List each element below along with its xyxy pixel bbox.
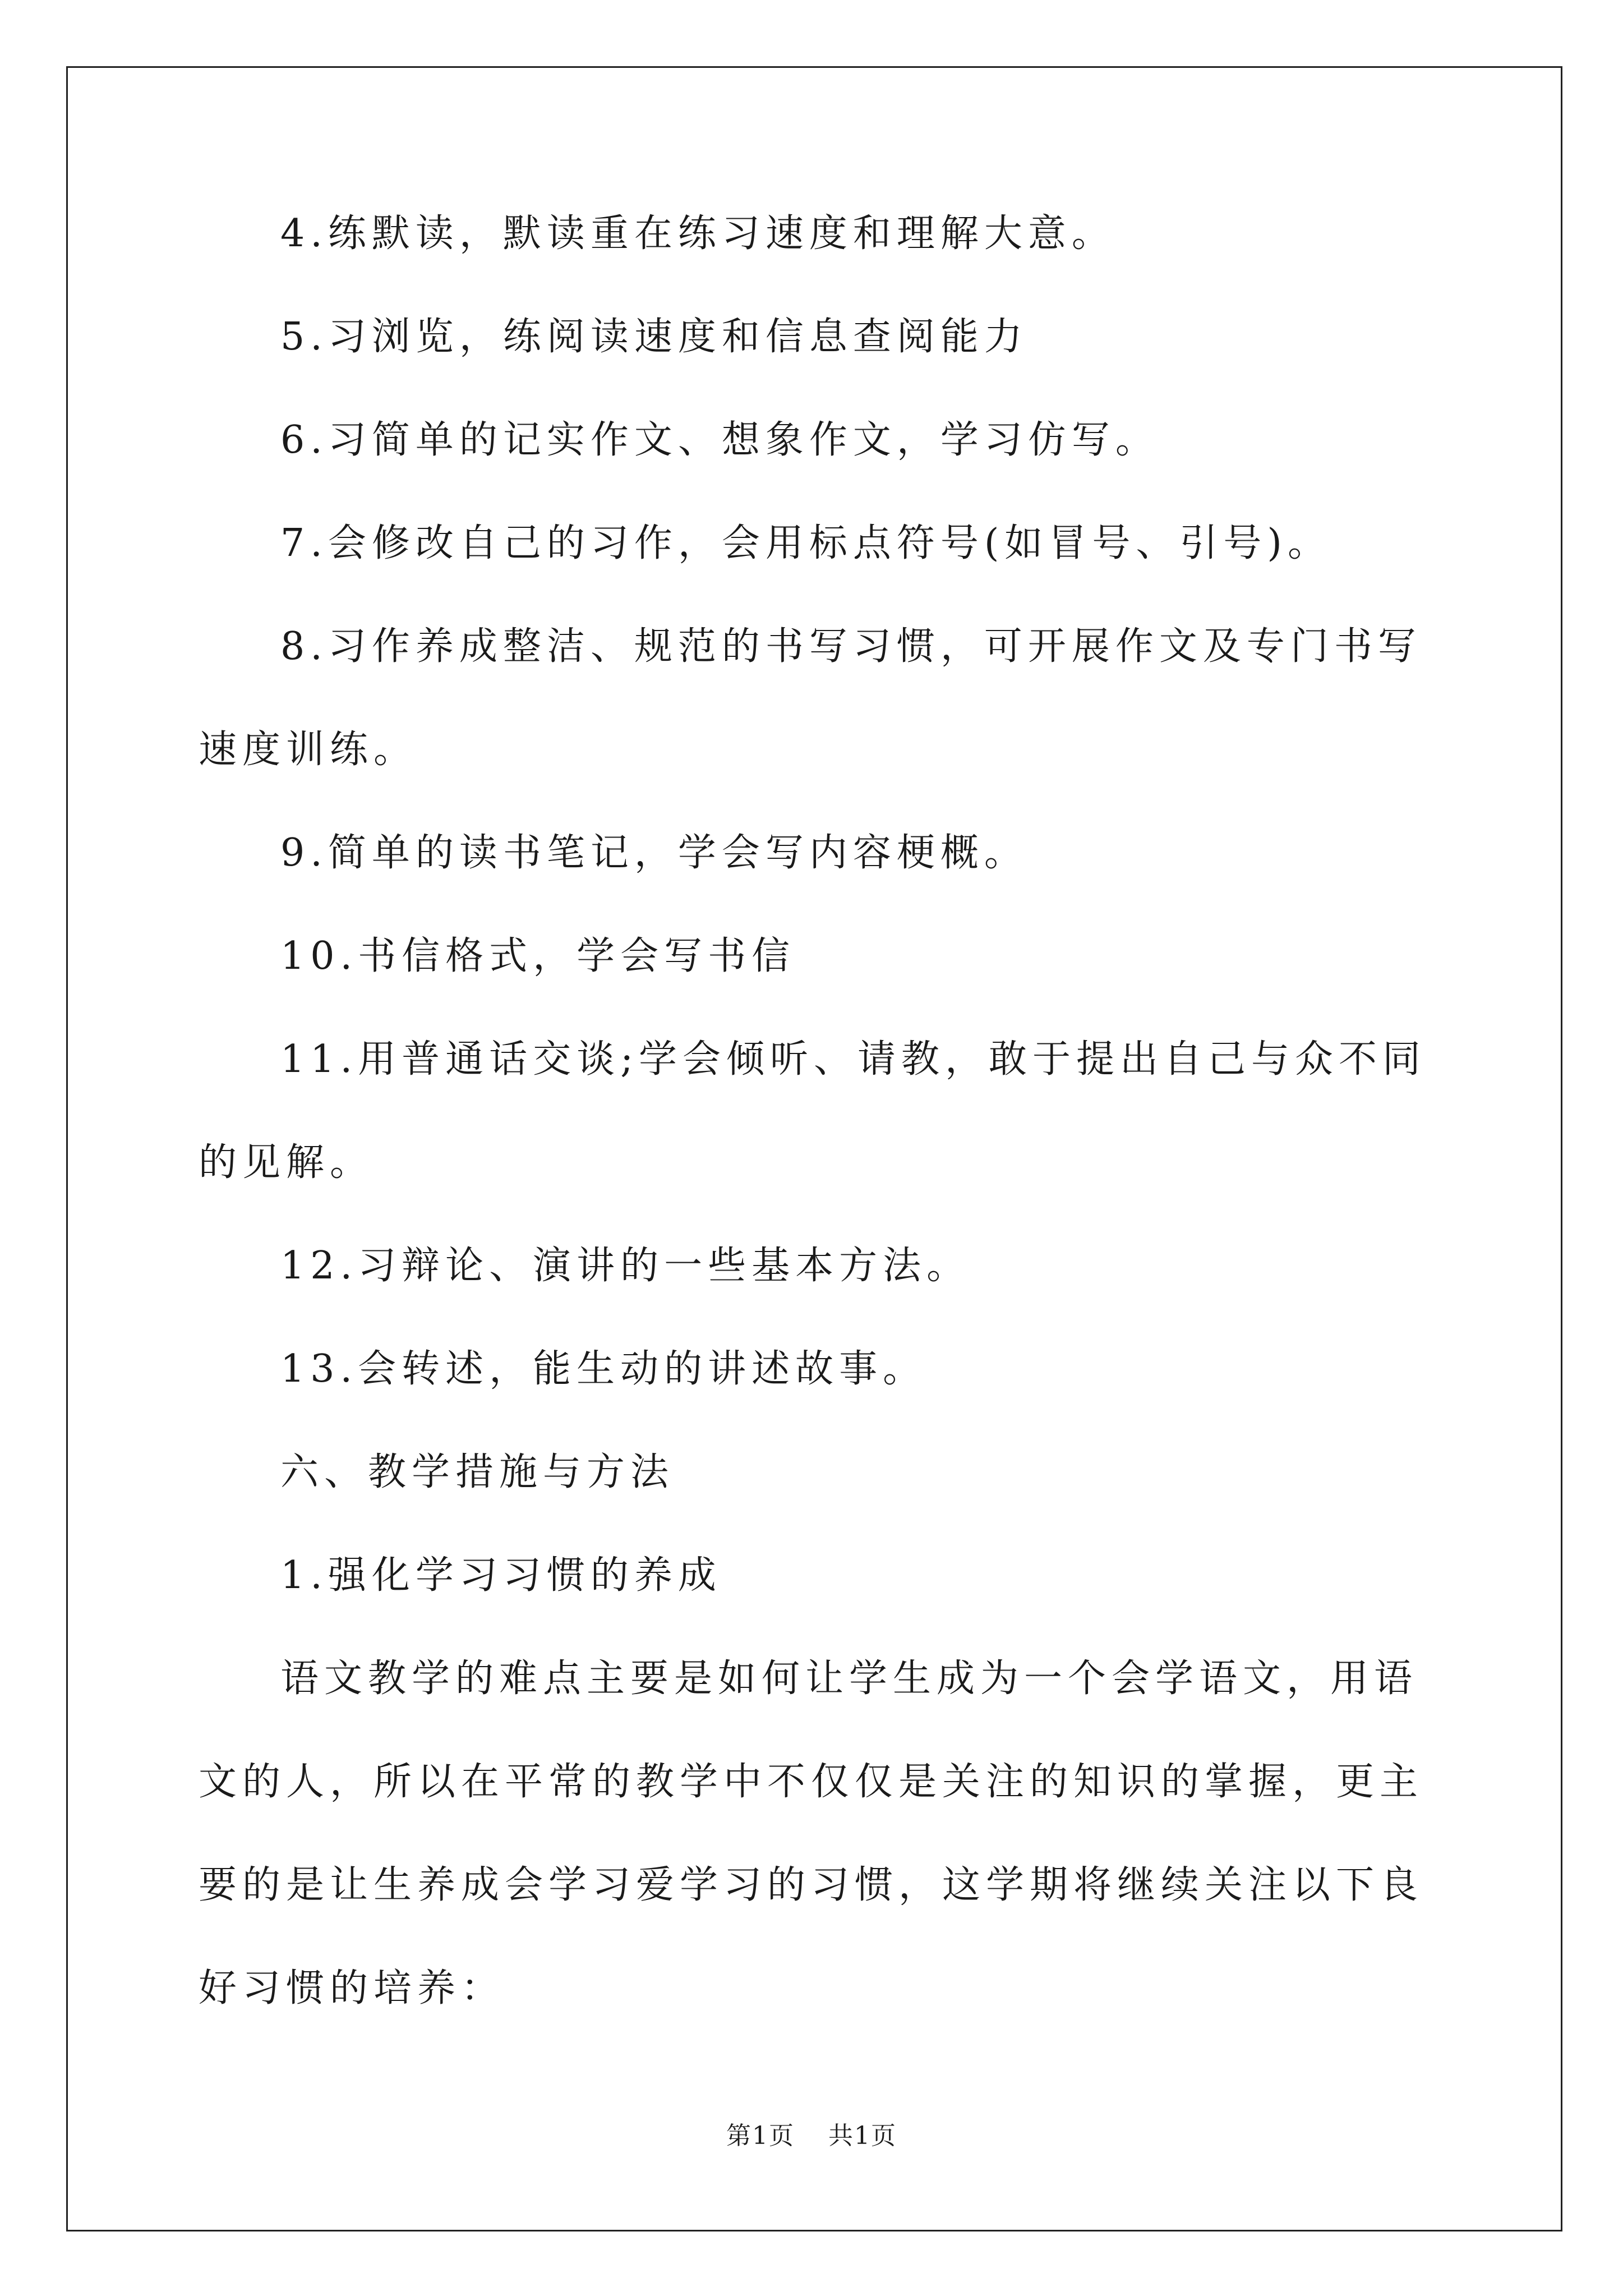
- paragraph-item-8: 8.习作养成整洁、规范的书写习惯，可开展作文及专门书写速度训练。: [199, 624, 1422, 772]
- subsection-heading: 1.强化学习习惯的养成: [280, 1553, 722, 1598]
- document-body: [199, 209, 1438, 2067]
- page-total: 共1页: [828, 2122, 897, 2150]
- paragraph-item-9: 9.简单的读书笔记，学会写内容梗概。: [280, 831, 1028, 875]
- paragraph-item-13: 13.会转述，能生动的讲述故事。: [280, 1347, 927, 1391]
- page-footer: [0, 2119, 1623, 2153]
- paragraph-item-12: 12.习辩论、演讲的一些基本方法。: [280, 1244, 971, 1288]
- paragraph-item-10: 10.书信格式，学会写书信: [280, 934, 796, 978]
- paragraph-item-7: 7.会修改自己的习作，会用标点符号(如冒号、引号)。: [280, 521, 1331, 565]
- paragraph-item-5: 5.习浏览，练阅读速度和信息查阅能力: [280, 315, 1028, 359]
- paragraph-item-11: 11.用普通话交谈;学会倾听、请教，敢于提出自己与众不同的见解。: [199, 1037, 1427, 1185]
- paragraph-item-6: 6.习简单的记实作文、想象作文，学习仿写。: [280, 418, 1159, 462]
- paragraph-item-4: 4.练默读，默读重在练习速度和理解大意。: [280, 211, 1115, 256]
- page-number: 第1页: [726, 2122, 795, 2150]
- body-paragraph: 语文教学的难点主要是如何让学生成为一个会学语文，用语文的人，所以在平常的教学中不仅仅是关注的知识的掌握，更主要的是让生养成会学习爱学习的习惯，这学期将继续关注以下良好习惯的培养：: [199, 1657, 1424, 2010]
- section-heading: 六、教学措施与方法: [280, 1450, 675, 1494]
